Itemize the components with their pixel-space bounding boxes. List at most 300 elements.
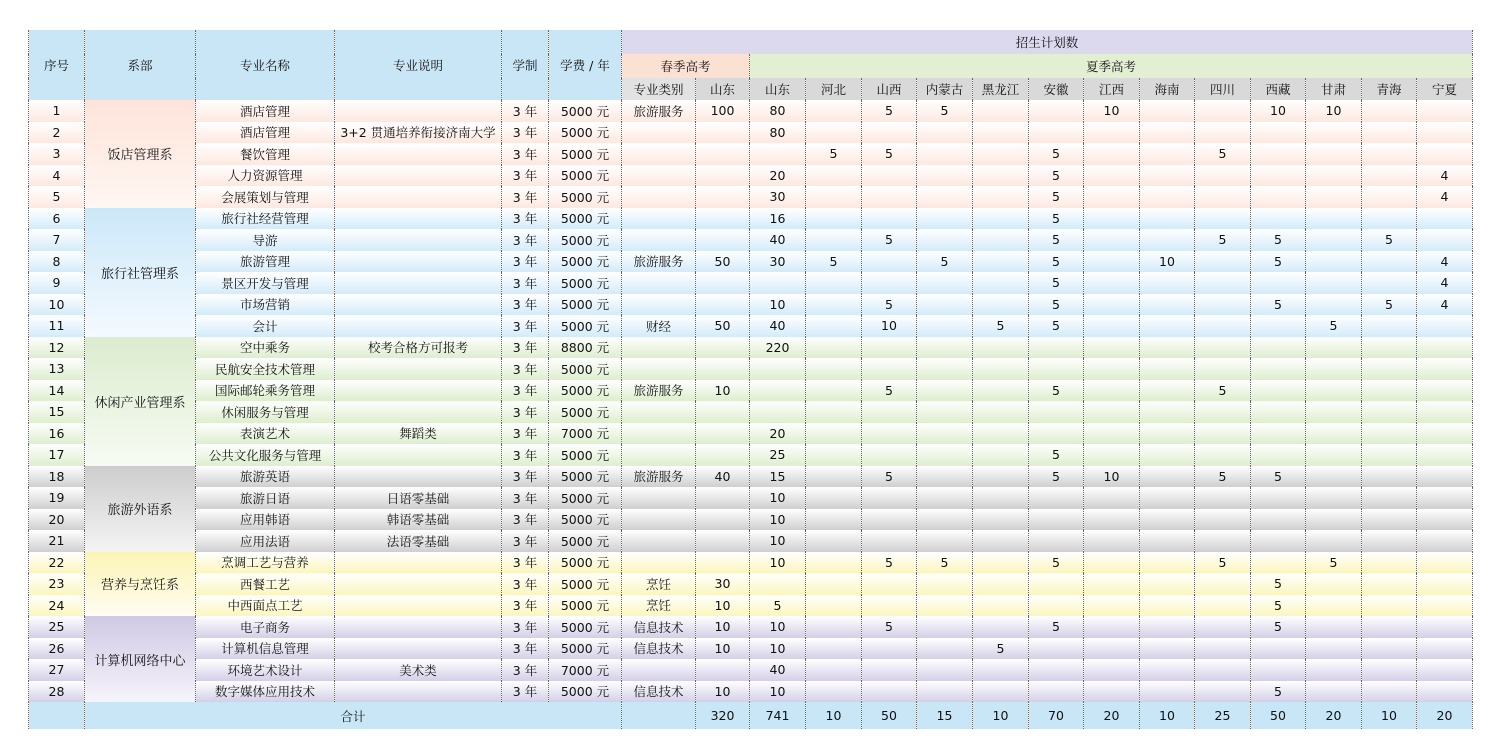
summer-quota-cell <box>1195 337 1251 359</box>
row-index: 21 <box>29 530 85 552</box>
row-index: 14 <box>29 380 85 402</box>
summer-quota-cell: 5 <box>1251 229 1306 251</box>
enrollment-plan-table-wrapper <box>28 30 1472 729</box>
summer-quota-cell <box>973 487 1029 509</box>
fee-cell: 5000 元 <box>549 530 622 552</box>
summer-quota-cell <box>1195 444 1251 466</box>
summer-quota-cell <box>1084 638 1140 660</box>
summer-quota-cell <box>1029 100 1084 122</box>
table-row <box>29 380 1473 402</box>
summer-quota-cell <box>1084 294 1140 316</box>
fee-cell: 5000 元 <box>549 186 622 208</box>
major-name: 国际邮轮乘务管理 <box>196 380 335 402</box>
duration-cell: 3 年 <box>502 315 549 337</box>
category-cell: 烹饪 <box>622 573 696 595</box>
summer-quota-cell <box>917 122 973 144</box>
spring-quota-cell <box>696 401 750 423</box>
major-name: 休闲服务与管理 <box>196 401 335 423</box>
summer-quota-cell <box>1362 487 1417 509</box>
category-cell <box>622 272 696 294</box>
summer-quota-cell <box>806 509 862 531</box>
category-cell <box>622 229 696 251</box>
summer-quota-cell <box>1195 509 1251 531</box>
summer-quota-cell: 5 <box>1029 251 1084 273</box>
summer-quota-cell <box>973 358 1029 380</box>
summer-quota-cell <box>806 573 862 595</box>
summer-quota-cell: 5 <box>1029 552 1084 574</box>
category-cell <box>622 530 696 552</box>
summer-quota-cell <box>806 681 862 703</box>
row-index: 5 <box>29 186 85 208</box>
summer-quota-cell <box>862 337 917 359</box>
summer-quota-cell <box>1417 487 1473 509</box>
major-description <box>335 251 502 273</box>
fee-cell: 5000 元 <box>549 681 622 703</box>
summer-quota-cell <box>973 573 1029 595</box>
header-summer-province: 宁夏 <box>1417 78 1473 100</box>
summer-quota-cell <box>1251 186 1306 208</box>
summer-quota-cell <box>1362 358 1417 380</box>
summer-quota-cell: 10 <box>1084 100 1140 122</box>
summer-quota-cell <box>1084 229 1140 251</box>
summer-quota-cell <box>1195 530 1251 552</box>
summer-quota-cell: 5 <box>1029 229 1084 251</box>
summer-quota-cell <box>1084 444 1140 466</box>
spring-quota-cell <box>696 423 750 445</box>
row-index: 19 <box>29 487 85 509</box>
major-name: 景区开发与管理 <box>196 272 335 294</box>
category-cell <box>622 358 696 380</box>
fee-cell: 5000 元 <box>549 380 622 402</box>
summer-quota-cell <box>1417 100 1473 122</box>
summer-quota-cell <box>1084 272 1140 294</box>
fee-cell: 5000 元 <box>549 165 622 187</box>
row-index: 4 <box>29 165 85 187</box>
major-description <box>335 401 502 423</box>
table-row <box>29 487 1473 509</box>
summer-quota-cell <box>1306 530 1362 552</box>
category-cell: 旅游服务 <box>622 466 696 488</box>
summer-quota-cell <box>1362 616 1417 638</box>
summer-quota-cell <box>1029 358 1084 380</box>
summer-quota-cell <box>1195 294 1251 316</box>
fee-cell: 8800 元 <box>549 337 622 359</box>
summer-quota-cell <box>750 380 806 402</box>
spring-quota-cell: 10 <box>696 380 750 402</box>
summer-quota-cell <box>1195 315 1251 337</box>
summer-quota-cell: 80 <box>750 100 806 122</box>
summer-quota-cell: 4 <box>1417 272 1473 294</box>
summer-quota-cell <box>1140 380 1195 402</box>
table-row <box>29 315 1473 337</box>
summer-quota-cell <box>1251 401 1306 423</box>
summer-quota-cell <box>862 401 917 423</box>
table-header <box>29 30 1473 100</box>
major-description <box>335 616 502 638</box>
summer-quota-cell: 5 <box>1029 165 1084 187</box>
summer-quota-cell <box>1417 616 1473 638</box>
summer-quota-cell: 10 <box>1140 251 1195 273</box>
department-cell: 饭店管理系 <box>85 100 196 208</box>
header-summer-province: 甘肃 <box>1306 78 1362 100</box>
summer-quota-cell <box>1084 595 1140 617</box>
summer-quota-cell <box>1084 143 1140 165</box>
fee-cell: 5000 元 <box>549 638 622 660</box>
summer-quota-cell <box>806 659 862 681</box>
major-name: 西餐工艺 <box>196 573 335 595</box>
summer-quota-cell: 5 <box>862 466 917 488</box>
summer-quota-cell <box>1417 638 1473 660</box>
summer-quota-cell <box>1306 294 1362 316</box>
summer-quota-cell: 5 <box>917 251 973 273</box>
department-cell: 旅游外语系 <box>85 466 196 552</box>
summer-quota-cell <box>973 143 1029 165</box>
fee-cell: 5000 元 <box>549 466 622 488</box>
major-name: 应用韩语 <box>196 509 335 531</box>
summer-quota-cell: 5 <box>1251 573 1306 595</box>
row-index: 18 <box>29 466 85 488</box>
spring-quota-cell <box>696 165 750 187</box>
major-name: 中西面点工艺 <box>196 595 335 617</box>
spring-quota-cell <box>696 186 750 208</box>
table-row <box>29 122 1473 144</box>
duration-cell: 3 年 <box>502 444 549 466</box>
summer-quota-cell: 16 <box>750 208 806 230</box>
summer-quota-cell <box>1417 143 1473 165</box>
summer-quota-cell <box>1306 466 1362 488</box>
total-summer-value: 20 <box>1417 702 1473 729</box>
summer-quota-cell <box>1417 681 1473 703</box>
table-row <box>29 530 1473 552</box>
table-row <box>29 509 1473 531</box>
spring-quota-cell <box>696 337 750 359</box>
duration-cell: 3 年 <box>502 208 549 230</box>
summer-quota-cell <box>1029 122 1084 144</box>
summer-quota-cell <box>1195 122 1251 144</box>
summer-quota-cell <box>973 595 1029 617</box>
row-index: 20 <box>29 509 85 531</box>
summer-quota-cell <box>862 423 917 445</box>
row-index: 6 <box>29 208 85 230</box>
category-cell <box>622 337 696 359</box>
header-major: 专业名称 <box>196 30 335 100</box>
summer-quota-cell: 5 <box>1251 251 1306 273</box>
total-summer-value: 20 <box>1084 702 1140 729</box>
table-row <box>29 401 1473 423</box>
summer-quota-cell <box>1251 165 1306 187</box>
category-cell <box>622 444 696 466</box>
summer-quota-cell: 5 <box>1029 186 1084 208</box>
summer-quota-cell <box>1251 380 1306 402</box>
category-cell <box>622 659 696 681</box>
summer-quota-cell: 5 <box>1306 552 1362 574</box>
summer-quota-cell: 5 <box>973 315 1029 337</box>
summer-quota-cell <box>1140 208 1195 230</box>
major-description: 3+2 贯通培养衔接济南大学 <box>335 122 502 144</box>
summer-quota-cell: 5 <box>1251 466 1306 488</box>
summer-quota-cell <box>1251 638 1306 660</box>
enrollment-plan-table <box>28 30 1473 729</box>
summer-quota-cell <box>862 573 917 595</box>
spring-quota-cell: 10 <box>696 681 750 703</box>
summer-quota-cell <box>1029 659 1084 681</box>
total-summer-value: 15 <box>917 702 973 729</box>
fee-cell: 5000 元 <box>549 444 622 466</box>
summer-quota-cell <box>1362 186 1417 208</box>
duration-cell: 3 年 <box>502 595 549 617</box>
summer-quota-cell: 5 <box>917 552 973 574</box>
header-summer-province: 内蒙古 <box>917 78 973 100</box>
major-description <box>335 229 502 251</box>
summer-quota-cell <box>973 681 1029 703</box>
summer-quota-cell: 10 <box>750 638 806 660</box>
summer-quota-cell <box>973 229 1029 251</box>
row-index: 7 <box>29 229 85 251</box>
summer-quota-cell <box>1084 423 1140 445</box>
category-cell <box>622 401 696 423</box>
summer-quota-cell <box>1084 208 1140 230</box>
summer-quota-cell <box>1362 401 1417 423</box>
summer-quota-cell <box>1251 358 1306 380</box>
summer-quota-cell <box>1417 552 1473 574</box>
summer-quota-cell: 5 <box>1029 208 1084 230</box>
summer-quota-cell: 5 <box>862 229 917 251</box>
spring-quota-cell <box>696 272 750 294</box>
summer-quota-cell <box>917 186 973 208</box>
summer-quota-cell <box>1306 595 1362 617</box>
major-name: 旅游管理 <box>196 251 335 273</box>
summer-quota-cell <box>917 337 973 359</box>
summer-quota-cell: 10 <box>750 681 806 703</box>
major-description <box>335 638 502 660</box>
fee-cell: 5000 元 <box>549 229 622 251</box>
summer-quota-cell <box>917 423 973 445</box>
major-name: 数字媒体应用技术 <box>196 681 335 703</box>
summer-quota-cell <box>1084 573 1140 595</box>
summer-quota-cell <box>1362 272 1417 294</box>
table-row <box>29 659 1473 681</box>
spring-quota-cell <box>696 659 750 681</box>
summer-quota-cell <box>973 165 1029 187</box>
spring-quota-cell <box>696 509 750 531</box>
duration-cell: 3 年 <box>502 552 549 574</box>
summer-quota-cell <box>1417 573 1473 595</box>
summer-quota-cell <box>1417 337 1473 359</box>
summer-quota-cell <box>862 659 917 681</box>
summer-quota-cell: 10 <box>1306 100 1362 122</box>
row-index: 16 <box>29 423 85 445</box>
major-name: 餐饮管理 <box>196 143 335 165</box>
summer-quota-cell <box>1084 251 1140 273</box>
header-spring-province: 山东 <box>696 78 750 100</box>
major-description: 法语零基础 <box>335 530 502 552</box>
summer-quota-cell <box>806 272 862 294</box>
major-description: 美术类 <box>335 659 502 681</box>
summer-quota-cell <box>1084 165 1140 187</box>
category-cell: 财经 <box>622 315 696 337</box>
summer-quota-cell: 5 <box>1251 595 1306 617</box>
fee-cell: 5000 元 <box>549 401 622 423</box>
major-description <box>335 444 502 466</box>
header-fee: 学费 / 年 <box>549 30 622 100</box>
fee-cell: 5000 元 <box>549 143 622 165</box>
summer-quota-cell <box>1417 444 1473 466</box>
summer-quota-cell <box>1417 358 1473 380</box>
row-index: 12 <box>29 337 85 359</box>
spring-quota-cell <box>696 229 750 251</box>
summer-quota-cell <box>1362 143 1417 165</box>
summer-quota-cell: 5 <box>1362 229 1417 251</box>
summer-quota-cell <box>1417 530 1473 552</box>
summer-quota-cell <box>1140 294 1195 316</box>
summer-quota-cell <box>1084 681 1140 703</box>
row-index: 15 <box>29 401 85 423</box>
row-index: 13 <box>29 358 85 380</box>
department-cell: 计算机网络中心 <box>85 616 196 702</box>
summer-quota-cell <box>750 358 806 380</box>
header-summer-province: 江西 <box>1084 78 1140 100</box>
summer-quota-cell: 4 <box>1417 165 1473 187</box>
summer-quota-cell <box>1417 208 1473 230</box>
total-category-cell <box>622 702 696 729</box>
summer-quota-cell <box>1251 530 1306 552</box>
summer-quota-cell: 10 <box>862 315 917 337</box>
major-name: 酒店管理 <box>196 122 335 144</box>
fee-cell: 5000 元 <box>549 208 622 230</box>
summer-quota-cell <box>1251 552 1306 574</box>
duration-cell: 3 年 <box>502 401 549 423</box>
summer-quota-cell <box>1306 337 1362 359</box>
category-cell <box>622 552 696 574</box>
summer-quota-cell <box>1195 423 1251 445</box>
major-name: 旅行社经营管理 <box>196 208 335 230</box>
summer-quota-cell <box>1251 444 1306 466</box>
summer-quota-cell <box>1029 595 1084 617</box>
spring-quota-cell <box>696 444 750 466</box>
summer-quota-cell <box>1306 509 1362 531</box>
row-index: 8 <box>29 251 85 273</box>
table-row <box>29 337 1473 359</box>
summer-quota-cell <box>1306 272 1362 294</box>
summer-quota-cell: 4 <box>1417 294 1473 316</box>
summer-quota-cell: 10 <box>750 487 806 509</box>
spring-quota-cell <box>696 358 750 380</box>
summer-quota-cell <box>1140 315 1195 337</box>
summer-quota-cell <box>973 444 1029 466</box>
summer-quota-cell: 5 <box>1029 315 1084 337</box>
summer-quota-cell <box>1362 423 1417 445</box>
header-description: 专业说明 <box>335 30 502 100</box>
summer-quota-cell <box>1362 573 1417 595</box>
summer-quota-cell <box>806 401 862 423</box>
summer-quota-cell <box>1029 530 1084 552</box>
summer-quota-cell <box>973 100 1029 122</box>
major-description: 韩语零基础 <box>335 509 502 531</box>
summer-quota-cell <box>806 208 862 230</box>
category-cell <box>622 186 696 208</box>
department-cell: 旅行社管理系 <box>85 208 196 337</box>
table-row <box>29 573 1473 595</box>
duration-cell: 3 年 <box>502 100 549 122</box>
total-summer-value: 70 <box>1029 702 1084 729</box>
summer-quota-cell <box>1195 358 1251 380</box>
summer-quota-cell <box>1084 122 1140 144</box>
row-index: 28 <box>29 681 85 703</box>
summer-quota-cell: 5 <box>973 638 1029 660</box>
summer-quota-cell <box>862 487 917 509</box>
summer-quota-cell <box>1306 358 1362 380</box>
summer-quota-cell <box>1306 208 1362 230</box>
header-summer-province: 山东 <box>750 78 806 100</box>
summer-quota-cell <box>973 509 1029 531</box>
summer-quota-cell <box>1140 358 1195 380</box>
summer-quota-cell <box>1306 423 1362 445</box>
summer-quota-cell <box>862 638 917 660</box>
summer-quota-cell <box>1140 186 1195 208</box>
category-cell: 信息技术 <box>622 681 696 703</box>
summer-quota-cell: 5 <box>1195 143 1251 165</box>
summer-quota-cell <box>1251 337 1306 359</box>
summer-quota-cell <box>1306 573 1362 595</box>
summer-quota-cell <box>1029 423 1084 445</box>
summer-quota-cell <box>1195 616 1251 638</box>
spring-quota-cell: 50 <box>696 251 750 273</box>
summer-quota-cell: 40 <box>750 315 806 337</box>
major-description <box>335 208 502 230</box>
summer-quota-cell <box>806 552 862 574</box>
spring-quota-cell <box>696 487 750 509</box>
summer-quota-cell <box>973 380 1029 402</box>
spring-quota-cell: 10 <box>696 638 750 660</box>
total-index-cell <box>29 702 85 729</box>
header-department: 系部 <box>85 30 196 100</box>
spring-quota-cell: 30 <box>696 573 750 595</box>
summer-quota-cell <box>1084 659 1140 681</box>
row-index: 2 <box>29 122 85 144</box>
duration-cell: 3 年 <box>502 638 549 660</box>
summer-quota-cell: 5 <box>1029 143 1084 165</box>
summer-quota-cell <box>1084 358 1140 380</box>
summer-quota-cell <box>1362 122 1417 144</box>
summer-quota-cell <box>973 659 1029 681</box>
duration-cell: 3 年 <box>502 509 549 531</box>
spring-quota-cell <box>696 143 750 165</box>
summer-quota-cell <box>1140 444 1195 466</box>
summer-quota-cell <box>917 315 973 337</box>
fee-cell: 5000 元 <box>549 509 622 531</box>
row-index: 27 <box>29 659 85 681</box>
total-summer-value: 50 <box>862 702 917 729</box>
summer-quota-cell <box>1084 401 1140 423</box>
summer-quota-cell <box>806 466 862 488</box>
fee-cell: 5000 元 <box>549 358 622 380</box>
summer-quota-cell <box>1306 616 1362 638</box>
summer-quota-cell <box>862 186 917 208</box>
summer-quota-cell <box>806 100 862 122</box>
major-name: 会计 <box>196 315 335 337</box>
summer-quota-cell <box>1251 509 1306 531</box>
spring-quota-cell <box>696 122 750 144</box>
summer-quota-cell: 5 <box>1029 616 1084 638</box>
summer-quota-cell <box>1140 100 1195 122</box>
summer-quota-cell <box>1029 509 1084 531</box>
summer-quota-cell <box>750 401 806 423</box>
summer-quota-cell <box>1140 638 1195 660</box>
summer-quota-cell: 10 <box>750 616 806 638</box>
major-name: 旅游日语 <box>196 487 335 509</box>
summer-quota-cell <box>1140 466 1195 488</box>
summer-quota-cell <box>806 638 862 660</box>
